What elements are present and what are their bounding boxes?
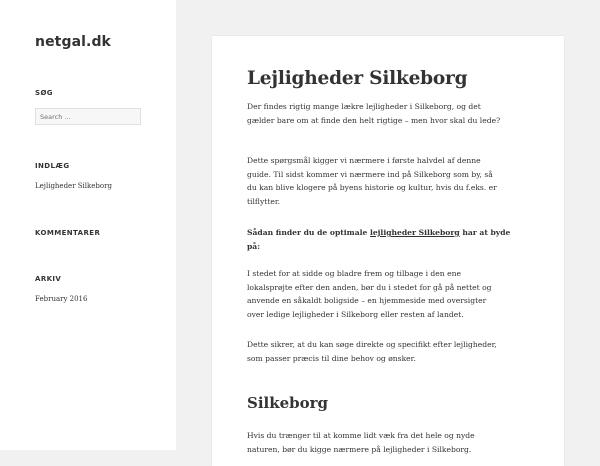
- site-title-link[interactable]: netgal.dk: [35, 34, 111, 50]
- bold-text: [247, 228, 510, 251]
- post-link-lejligheder-silkeborg[interactable]: Lejligheder Silkeborg: [35, 182, 112, 190]
- article-title: Lejligheder Silkeborg: [247, 68, 468, 89]
- article-subheading-silkeborg: Silkeborg: [247, 394, 329, 412]
- paragraph-line: gælder bare om at finde den helt rigtige – men hvor skal du lede?: [247, 115, 501, 125]
- article-paragraph-1: [247, 100, 547, 127]
- archive-link-february-2016[interactable]: February 2016: [35, 295, 88, 303]
- paragraph-text: Sådan finder du de optimale: [247, 228, 370, 237]
- search-input[interactable]: [35, 108, 141, 125]
- paragraph-line: guide. Til sidst kommer vi nærmere ind på Silkeborg som by, så: [247, 169, 493, 179]
- article-card: [212, 36, 564, 466]
- paragraph-line: som passer præcis til dine behov og ønsker.: [247, 353, 416, 363]
- article-paragraph-5: [247, 338, 547, 365]
- paragraph-text: har at byde: [459, 228, 511, 237]
- lejligheder-silkeborg-link[interactable]: lejligheder Silkeborg: [369, 228, 460, 237]
- paragraph-line: Dette spørgsmål kigger vi nærmere i første halvdel af denne: [247, 156, 481, 165]
- paragraph-line: tilflytter.: [247, 196, 281, 206]
- paragraph-line: du kan blive klogere på byens historie og kultur, hvis du f.eks. er: [247, 183, 497, 192]
- paragraph-line: anvende en såkaldt boligside – en hjemmeside med oversigter: [247, 296, 487, 305]
- paragraph-line: Dette sikrer, at du kan søge direkte og specifikt efter lejligheder,: [247, 340, 497, 349]
- paragraph-line: lokalsprøjte efter den anden, bør du i stedet for gå på nettet og: [247, 282, 492, 292]
- posts-widget-title: INDLÆG: [35, 162, 70, 170]
- article-paragraph-4: [247, 267, 547, 321]
- paragraph-line: naturen, bør du kigge nærmere på lejligheder i Silkeborg.: [247, 444, 472, 454]
- sidebar: [0, 0, 176, 450]
- article-paragraph-3: [247, 226, 547, 253]
- comments-widget-title: KOMMENTARER: [35, 229, 101, 237]
- paragraph-line: Hvis du trænger til at komme lidt væk fra det hele og nyde: [247, 431, 475, 440]
- article-paragraph-2: [247, 154, 547, 208]
- search-widget-title: SØG: [35, 89, 53, 97]
- paragraph-line: over ledige lejligheder i Silkeborg eller resten af landet.: [247, 309, 464, 319]
- archive-widget-title: ARKIV: [35, 275, 62, 283]
- article-paragraph-6: [247, 429, 547, 456]
- paragraph-text: på:: [247, 241, 261, 251]
- paragraph-line: I stedet for at sidde og bladre frem og tilbage i den ene: [247, 269, 461, 278]
- paragraph-line: Der findes rigtig mange lækre lejligheder i Silkeborg, og det: [247, 102, 481, 111]
